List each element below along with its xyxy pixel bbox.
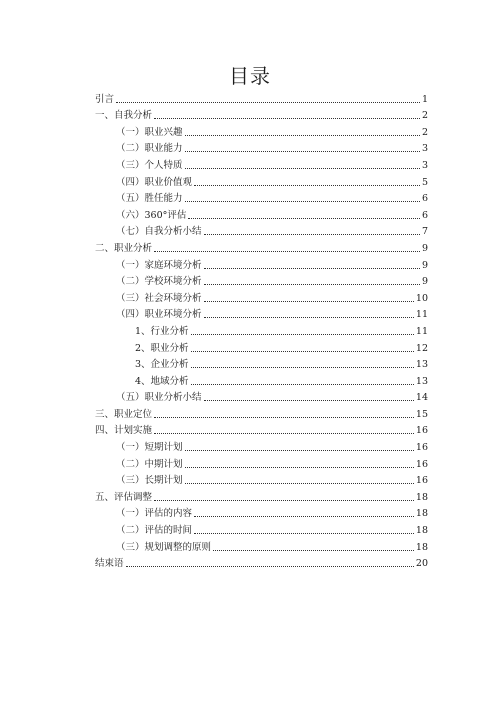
dot-leader: [204, 400, 414, 401]
toc-entry-page-number: 16: [415, 425, 428, 437]
toc-entry-label: （三）规划调整的原则: [116, 541, 212, 553]
toc-entry-label: （四）职业价值观: [116, 176, 193, 188]
toc-entry[interactable]: [95, 471, 428, 488]
toc-entry[interactable]: [95, 205, 428, 222]
dot-leader: [191, 367, 414, 368]
dot-leader: [126, 566, 414, 567]
toc-entry[interactable]: [95, 421, 428, 438]
dot-leader: [191, 351, 414, 352]
toc-entry[interactable]: [95, 189, 428, 206]
toc-entry[interactable]: [95, 272, 428, 289]
toc-entry-page-number: 6: [421, 193, 428, 205]
toc-entry-page-number: 13: [415, 375, 428, 387]
toc-entry-page-number: 18: [415, 525, 428, 537]
toc-entry-label: 四、计划实施: [95, 425, 153, 437]
dot-leader: [204, 284, 420, 285]
dot-leader: [185, 168, 420, 169]
dot-leader: [185, 467, 414, 468]
toc-entry[interactable]: [95, 89, 428, 106]
dot-leader: [154, 433, 414, 434]
toc-entry-page-number: 9: [421, 259, 428, 271]
toc-entry[interactable]: [95, 554, 428, 571]
dot-leader: [204, 301, 414, 302]
toc-entry[interactable]: [95, 537, 428, 554]
toc-entry-label: （二）职业能力: [116, 143, 183, 155]
toc-entry[interactable]: [95, 454, 428, 471]
dot-leader: [116, 102, 420, 103]
toc-entry-label: （四）职业环境分析: [116, 309, 202, 321]
toc-entry-page-number: 18: [415, 541, 428, 553]
toc-entry-page-number: 16: [415, 458, 428, 470]
toc-entry-page-number: 9: [421, 276, 428, 288]
dot-leader: [185, 483, 414, 484]
toc-entry[interactable]: [95, 388, 428, 405]
toc-entry-page-number: 12: [415, 342, 428, 354]
toc-entry[interactable]: [95, 321, 428, 338]
toc-entry-label: 2、职业分析: [135, 342, 189, 354]
toc-entry[interactable]: [95, 520, 428, 537]
toc-entry-page-number: 16: [415, 442, 428, 454]
toc-entry-label: 4、地域分析: [135, 375, 189, 387]
toc-entry[interactable]: [95, 222, 428, 239]
toc-entry[interactable]: [95, 338, 428, 355]
dot-leader: [213, 550, 414, 551]
toc-entry-label: 3、企业分析: [135, 359, 189, 371]
toc-entry-label: （五）职业分析小结: [116, 392, 202, 404]
toc-entry-page-number: 3: [421, 143, 428, 155]
toc-entry[interactable]: [95, 106, 428, 123]
toc-entry-label: （六）360°评估: [116, 209, 187, 221]
toc-entry-page-number: 15: [415, 408, 428, 420]
toc-entry-page-number: 11: [415, 309, 428, 321]
toc-entry[interactable]: [95, 305, 428, 322]
dot-leader: [188, 218, 420, 219]
toc-entry-page-number: 10: [415, 292, 428, 304]
toc-entry-label: 引言: [95, 93, 115, 105]
toc-entry-page-number: 14: [415, 392, 428, 404]
toc-entry-page-number: 3: [421, 159, 428, 171]
toc-entry[interactable]: [95, 122, 428, 139]
dot-leader: [154, 118, 420, 119]
toc-entry-page-number: 2: [421, 126, 428, 138]
toc-entry-page-number: 13: [415, 359, 428, 371]
toc-entry-page-number: 5: [421, 176, 428, 188]
dot-leader: [185, 135, 420, 136]
toc-entry-label: （一）短期计划: [116, 442, 183, 454]
dot-leader: [185, 201, 420, 202]
toc-entry[interactable]: [95, 172, 428, 189]
toc-entry-page-number: 11: [415, 325, 428, 337]
toc-entry[interactable]: [95, 155, 428, 172]
toc-entry-label: （三）个人特质: [116, 159, 183, 171]
dot-leader: [204, 317, 414, 318]
toc-entry-label: 一、自我分析: [95, 110, 153, 122]
dot-leader: [194, 185, 420, 186]
toc-entry-page-number: 16: [415, 475, 428, 487]
toc-entry[interactable]: [95, 288, 428, 305]
toc-entry-label: （一）职业兴趣: [116, 126, 183, 138]
toc-entry-label: 三、职业定位: [95, 408, 153, 420]
toc-entry-label: （二）学校环境分析: [116, 276, 202, 288]
toc-entry-page-number: 18: [415, 508, 428, 520]
toc-entry-label: （二）评估的时间: [116, 525, 193, 537]
toc-entry-label: （一）家庭环境分析: [116, 259, 202, 271]
dot-leader: [154, 500, 414, 501]
toc-entry-page-number: 2: [421, 110, 428, 122]
toc-entry-page-number: 20: [415, 558, 428, 570]
dot-leader: [191, 384, 414, 385]
toc-entry[interactable]: [95, 404, 428, 421]
toc-entry-label: （七）自我分析小结: [116, 226, 202, 238]
toc-entry-label: 1、行业分析: [135, 325, 189, 337]
toc-entry[interactable]: [95, 139, 428, 156]
toc-entry-label: （三）长期计划: [116, 475, 183, 487]
toc-entry-label: 结束语: [95, 558, 124, 570]
dot-leader: [154, 251, 420, 252]
dot-leader: [191, 334, 414, 335]
toc-entry-label: （三）社会环境分析: [116, 292, 202, 304]
toc-entry-page-number: 6: [421, 209, 428, 221]
toc-entry-page-number: 1: [421, 93, 428, 105]
toc-entry-label: （二）中期计划: [116, 458, 183, 470]
toc-entry-label: （五）胜任能力: [116, 193, 183, 205]
toc-entry-page-number: 18: [415, 491, 428, 503]
toc-entry[interactable]: [95, 255, 428, 272]
toc-entry[interactable]: [95, 371, 428, 388]
dot-leader: [185, 450, 414, 451]
toc-entry[interactable]: [95, 437, 428, 454]
dot-leader: [204, 268, 420, 269]
toc-entry[interactable]: [95, 487, 428, 504]
toc-entry-page-number: 9: [421, 242, 428, 254]
toc-list: [95, 89, 428, 570]
toc-entry-label: 二、职业分析: [95, 242, 153, 254]
toc-entry[interactable]: [95, 238, 428, 255]
dot-leader: [194, 533, 414, 534]
page-title: 目录: [229, 64, 271, 88]
dot-leader: [204, 234, 420, 235]
dot-leader: [154, 417, 414, 418]
toc-entry[interactable]: [95, 504, 428, 521]
toc-entry-page-number: 7: [421, 226, 428, 238]
toc-entry-label: （一）评估的内容: [116, 508, 193, 520]
dot-leader: [194, 516, 414, 517]
toc-entry-label: 五、评估调整: [95, 491, 153, 503]
toc-entry[interactable]: [95, 355, 428, 372]
dot-leader: [185, 151, 420, 152]
